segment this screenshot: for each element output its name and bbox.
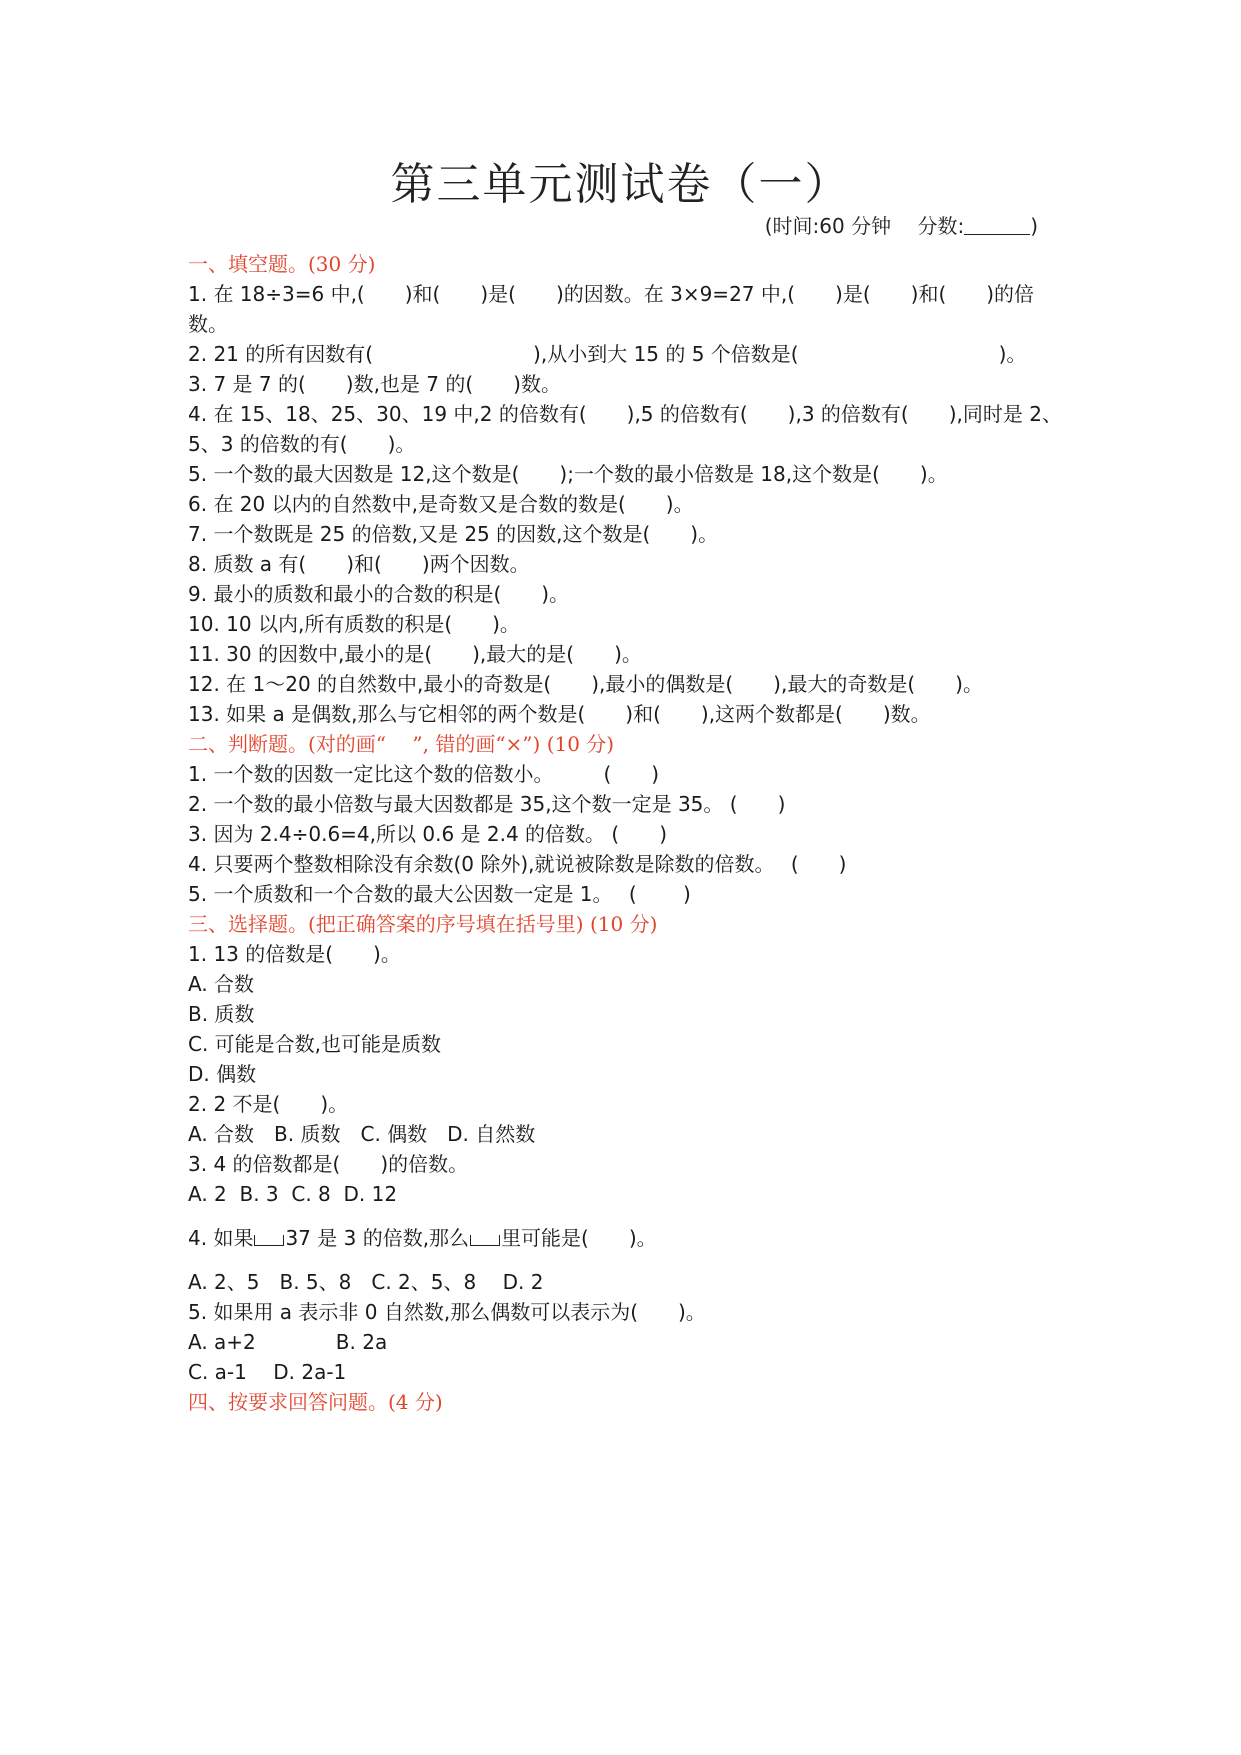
fill-line: 7. 一个数既是 25 的倍数,又是 25 的因数,这个数是( )。 xyxy=(188,522,719,546)
choice-options: A. 合数 B. 质数 C. 偶数 D. 自然数 xyxy=(188,1122,536,1146)
meta-time-score: (时间:60 分钟 分数: xyxy=(764,214,965,238)
judge-line: 2. 一个数的最小倍数与最大因数都是 35,这个数一定是 35。 ( ) xyxy=(188,792,786,816)
section-fill-heading: 一、填空题。(30 分) xyxy=(188,252,376,276)
choice-options: C. a-1 D. 2a-1 xyxy=(188,1360,347,1384)
fill-line: 5. 一个数的最大因数是 12,这个数是( );一个数的最小倍数是 18,这个数是( )。 xyxy=(188,462,948,486)
choice-question: 3. 4 的倍数都是( )的倍数。 xyxy=(188,1152,469,1176)
meta-close: ) xyxy=(1030,214,1038,238)
fill-line: 6. 在 20 以内的自然数中,是奇数又是合数的数是( )。 xyxy=(188,492,694,516)
fill-line: 8. 质数 a 有( )和( )两个因数。 xyxy=(188,552,530,576)
blank-box[interactable] xyxy=(470,1235,500,1246)
fill-line: 10. 10 以内,所有质数的积是( )。 xyxy=(188,612,520,636)
choice-options: A. 2、5 B. 5、8 C. 2、5、8 D. 2 xyxy=(188,1270,544,1294)
choice-option: B. 质数 xyxy=(188,1002,255,1026)
q4-suffix: 里可能是( )。 xyxy=(501,1226,657,1250)
q4-prefix: 4. 如果 xyxy=(188,1226,254,1250)
fill-line: 11. 30 的因数中,最小的是( ),最大的是( )。 xyxy=(188,642,642,666)
score-blank[interactable] xyxy=(964,216,1030,235)
choice-options: A. 2 B. 3 C. 8 D. 12 xyxy=(188,1182,398,1206)
fill-line: 12. 在 1～20 的自然数中,最小的奇数是( ),最小的偶数是( ),最大的奇数是( )。 xyxy=(188,672,983,696)
section-judge-heading: 二、判断题。(对的画“ ”, 错的画“×”) (10 分) xyxy=(188,732,615,756)
choice-question: 1. 13 的倍数是( )。 xyxy=(188,942,401,966)
fill-line: 4. 在 15、18、25、30、19 中,2 的倍数有( ),5 的倍数有( ),3 的倍数有( ),同时是 2、 xyxy=(188,402,1062,426)
fill-line: 5、3 的倍数的有( )。 xyxy=(188,432,416,456)
fill-line: 2. 21 的所有因数有( ),从小到大 15 的 5 个倍数是( )。 xyxy=(188,342,1027,366)
choice-option: A. 合数 xyxy=(188,972,255,996)
blank-box[interactable] xyxy=(254,1235,284,1246)
fill-line: 3. 7 是 7 的( )数,也是 7 的( )数。 xyxy=(188,372,561,396)
q4-middle: 37 是 3 的倍数,那么 xyxy=(285,1226,470,1250)
fill-line: 数。 xyxy=(188,312,228,336)
choice-question-4 xyxy=(188,1224,657,1252)
fill-line: 1. 在 18÷3=6 中,( )和( )是( )的因数。在 3×9=27 中,( )是( )和( )的倍 xyxy=(188,282,1035,306)
exam-meta xyxy=(765,210,1038,239)
choice-option: D. 偶数 xyxy=(188,1062,257,1086)
judge-line: 5. 一个质数和一个合数的最大公因数一定是 1。 ( ) xyxy=(188,882,691,906)
choice-option: C. 可能是合数,也可能是质数 xyxy=(188,1032,442,1056)
fill-line: 9. 最小的质数和最小的合数的积是( )。 xyxy=(188,582,570,606)
choice-options: A. a+2 B. 2a xyxy=(188,1330,388,1354)
judge-line: 1. 一个数的因数一定比这个数的倍数小。 ( ) xyxy=(188,762,660,786)
choice-question: 2. 2 不是( )。 xyxy=(188,1092,349,1116)
judge-line: 4. 只要两个整数相除没有余数(0 除外),就说被除数是除数的倍数。 ( ) xyxy=(188,852,847,876)
choice-question: 5. 如果用 a 表示非 0 自然数,那么偶数可以表示为( )。 xyxy=(188,1300,706,1324)
section-choice-heading: 三、选择题。(把正确答案的序号填在括号里) (10 分) xyxy=(188,912,658,936)
fill-line: 13. 如果 a 是偶数,那么与它相邻的两个数是( )和( ),这两个数都是( )数。 xyxy=(188,702,931,726)
judge-line: 3. 因为 2.4÷0.6=4,所以 0.6 是 2.4 的倍数。 ( ) xyxy=(188,822,668,846)
section-answer-heading: 四、按要求回答问题。(4 分) xyxy=(188,1390,443,1414)
page-title: 第三单元测试卷（一） xyxy=(390,159,851,210)
